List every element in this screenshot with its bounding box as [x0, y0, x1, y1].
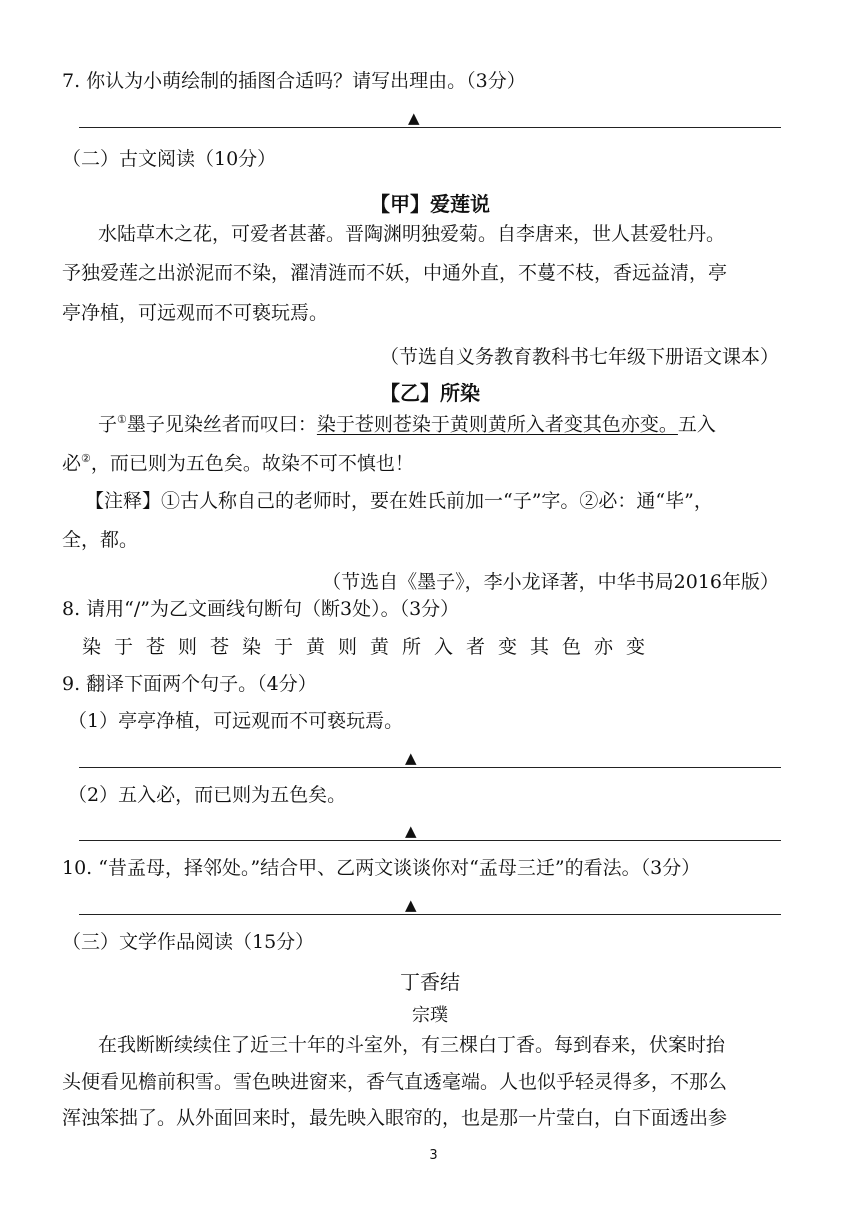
answer-mark-icon: ▲ [405, 822, 417, 840]
answer-line [79, 914, 781, 915]
yi-text: 墨子见染丝者而叹曰： [126, 413, 317, 436]
yi-text: 五入 [677, 413, 716, 436]
yi-paragraph-line-1 [98, 414, 716, 434]
yi-title: 【乙】所染 [380, 381, 480, 405]
yi-paragraph-line-2 [62, 453, 414, 473]
answer-line [79, 127, 781, 128]
story-line-2: 头便看见檐前积雪。雪色映进窗来，香气直透毫端。人也似乎轻灵得多，不那么 [62, 1071, 728, 1093]
question-9-item-1: （1）亭亭净植，可远观而不可亵玩焉。 [68, 710, 404, 732]
story-author: 宗璞 [412, 1005, 448, 1026]
jia-paragraph-line-2: 予独爱莲之出淤泥而不染，濯清涟而不妖，中通外直，不蔓不枝，香远益清，亭 [62, 262, 728, 284]
note-marker-1: ① [117, 413, 127, 426]
story-title: 丁香结 [400, 970, 460, 994]
question-8: 8. 请用“/”为乙文画线句断句（断3处）。（3分） [62, 598, 460, 620]
answer-mark-icon: ▲ [405, 749, 417, 767]
jia-paragraph-line-1: 水陆草木之花，可爱者甚蕃。晋陶渊明独爱菊。自李唐来，世人甚爱牡丹。 [98, 223, 726, 245]
question-9: 9. 翻译下面两个句子。（4分） [62, 673, 317, 695]
question-8-sentence: 染于苍则苍染于黄则黄所入者变其色亦变 [82, 636, 659, 658]
page-number: 3 [429, 1148, 438, 1163]
story-line-3: 浑浊笨拙了。从外面回来时，最先映入眼帘的，也是那一片莹白，白下面透出参 [62, 1107, 728, 1129]
section-2-heading: （二）古文阅读（10分） [62, 148, 277, 170]
note-line-1: 【注释】①古人称自己的老师时，要在姓氏前加一“子”字。②必：通“毕”， [85, 490, 713, 512]
answer-mark-icon: ▲ [405, 896, 417, 914]
jia-title: 【甲】爱莲说 [370, 192, 490, 216]
jia-paragraph-line-3: 亭净植，可远观而不可亵玩焉。 [62, 302, 329, 324]
story-line-1: 在我断断续续住了近三十年的斗室外，有三棵白丁香。每到春来，伏案时抬 [98, 1034, 726, 1056]
note-line-2: 全，都。 [62, 529, 139, 551]
underlined-sentence: 染于苍则苍染于黄则黄所入者变其色亦变。 [316, 413, 678, 436]
yi-text: 子 [98, 413, 118, 436]
section-3-heading: （三）文学作品阅读（15分） [62, 931, 315, 953]
note-marker-2: ② [81, 452, 91, 465]
answer-mark-icon: ▲ [408, 109, 420, 127]
question-9-item-2: （2）五入必，而已则为五色矣。 [68, 784, 347, 806]
answer-line [79, 767, 781, 768]
yi-text: ，而已则为五色矣。故染不可不慎也！ [90, 452, 414, 475]
answer-line [79, 840, 781, 841]
yi-source: （节选自《墨子》，李小龙译著，中华书局2016年版） [322, 571, 779, 593]
question-7: 7. 你认为小萌绘制的插图合适吗？请写出理由。（3分） [62, 70, 526, 92]
yi-text: 必 [62, 452, 82, 475]
question-10: 10. “昔孟母，择邻处。”结合甲、乙两文谈谈你对“孟母三迁”的看法。（3分） [62, 857, 701, 879]
jia-source: （节选自义务教育教科书七年级下册语文课本） [379, 346, 779, 368]
